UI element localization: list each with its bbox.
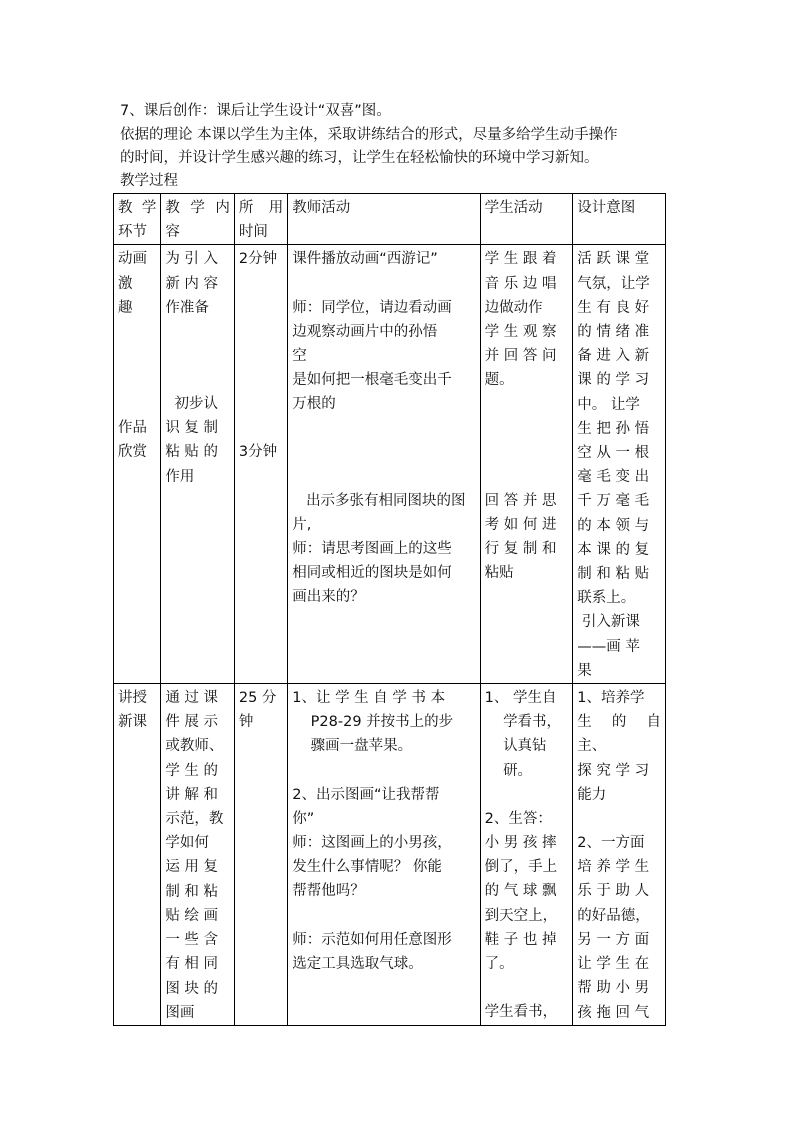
cell-line: 认真钻 <box>484 738 547 755</box>
cell-line: 果 <box>577 662 592 679</box>
cell-line: 作准备 <box>165 299 209 316</box>
cell-line: 2、生答： <box>484 810 552 827</box>
cell-line: 本 课 的 复 <box>577 541 650 558</box>
cell-line: 孩 拖 回 气 <box>577 1004 650 1021</box>
cell-line: 到天空上， <box>484 907 558 924</box>
cell-line: 一 些 含 <box>165 932 219 949</box>
cell-line: 题。 <box>484 372 514 389</box>
cell-line: 2、一方面 <box>577 835 645 852</box>
cell-line <box>165 368 230 392</box>
cell-line: 行 复 制 和 <box>484 541 557 558</box>
cell-line <box>577 807 661 831</box>
cell-line: 粘贴 <box>484 565 514 582</box>
cell-line: ——画 苹 <box>577 638 640 655</box>
cell-line: 运 用 复 <box>165 859 219 876</box>
cell-line: 作用 <box>165 468 195 485</box>
cell-line: 讲 解 和 <box>165 786 219 803</box>
cell-teacher-activity <box>288 245 480 684</box>
cell-line: 回 答 并 思 <box>484 492 557 509</box>
table-header-row <box>114 194 666 245</box>
cell-line: 万根的 <box>292 396 336 413</box>
cell-line <box>239 272 283 296</box>
cell-line: 活 跃 课 堂 <box>577 251 650 268</box>
cell-design-intent <box>573 684 666 1026</box>
cell-line: 学 生 的 <box>165 762 219 779</box>
cell-line: 生 把 孙 悟 <box>577 420 650 437</box>
cell-line: 画出来的？ <box>292 589 365 606</box>
cell-line: 研。 <box>484 762 533 779</box>
cell-line: 引入新课 <box>577 614 640 631</box>
cell-line: 师：请思考图画上的这些 <box>292 541 452 558</box>
cell-line: 让 学 生 在 <box>577 956 650 973</box>
cell-line: 示范，教 <box>165 811 224 828</box>
cell-line: 课 的 学 习 <box>577 372 650 389</box>
cell-line: 中。 让学 <box>577 396 640 413</box>
cell-line: 你” <box>292 810 315 827</box>
cell-line: 相同或相近的图块是如何 <box>292 565 452 582</box>
cell-line: 了。 <box>484 956 514 973</box>
cell-line: 气氛，让学 <box>577 275 650 292</box>
cell-line: P28-29 并按书上的步 <box>292 714 454 731</box>
cell-line: 识 复 制 <box>165 420 219 437</box>
cell-student-activity <box>480 245 573 684</box>
cell-line: 讲授 <box>118 690 147 707</box>
cell-line: 师：示范如何用任意图形 <box>292 931 452 948</box>
cell-line: 生 的 自 主、 <box>577 714 666 755</box>
cell-line: 空 <box>292 348 307 365</box>
cell-line <box>292 759 475 783</box>
cell-line: 2分钟 <box>238 251 278 268</box>
cell-line: 新 内 容 <box>165 275 219 292</box>
cell-line <box>292 417 475 441</box>
cell-line: 毫 毛 变 出 <box>577 469 650 486</box>
section-title-teaching-process: 教学过程 <box>120 173 178 189</box>
cell-line: 图画 <box>165 1004 195 1021</box>
cell-line: 学看书， <box>484 714 562 731</box>
cell-content <box>161 684 235 1026</box>
cell-line: 的 本 领 与 <box>577 517 650 534</box>
cell-line: 新课 <box>118 714 147 731</box>
cell-line: 的好品德， <box>577 907 650 924</box>
header-time: 所 用时间 <box>234 194 287 245</box>
cell-line: 音 乐 边 唱 <box>484 275 557 292</box>
cell-line <box>165 344 230 368</box>
cell-line: 并 回 答 问 <box>484 348 557 365</box>
cell-line: 生 有 良 好 <box>577 299 650 316</box>
cell-line: 空 从 一 根 <box>577 445 650 462</box>
cell-line: 制 和 粘 <box>165 883 219 900</box>
cell-line: 帮 助 小 男 <box>577 980 650 997</box>
cell-line <box>292 272 475 296</box>
cell-line: 边做动作 <box>484 299 543 316</box>
cell-line <box>485 465 569 489</box>
theory-basis-line-1: 依据的理论 本课以学生为主体，采取讲练结合的形式，尽量多给学生动手操作 <box>120 127 618 143</box>
cell-line: 能力 <box>577 786 607 803</box>
cell-line: 学如何 <box>165 835 209 852</box>
cell-line <box>239 320 283 344</box>
cell-line: 1、让 学 生 自 学 书 本 <box>292 690 446 707</box>
cell-line: 考 如 何 进 <box>484 516 557 533</box>
cell-line <box>118 344 156 368</box>
cell-time <box>234 684 287 1026</box>
cell-line: 是如何把一根毫毛变出千 <box>292 372 452 389</box>
cell-line <box>239 296 283 320</box>
table-row <box>114 684 666 1026</box>
cell-line: 乐 于 助 人 <box>577 883 650 900</box>
cell-line: 倒了，手上 <box>484 859 558 876</box>
cell-line <box>239 416 283 440</box>
cell-line: 选定工具选取气球。 <box>292 955 423 972</box>
cell-line <box>118 392 156 416</box>
cell-line <box>485 417 569 441</box>
cell-stage <box>114 245 161 684</box>
header-stage: 教学环节 <box>114 194 161 245</box>
cell-line: 为 引 入 <box>165 251 219 268</box>
header-content: 教 学 内容 <box>161 194 235 245</box>
cell-line: 学 生 跟 着 <box>484 251 557 268</box>
cell-line: 的 气 球 飘 <box>484 883 557 900</box>
cell-line <box>485 783 569 807</box>
cell-line: 边观察动画片中的孙悟 <box>292 323 438 340</box>
cell-line: 探 究 学 习 <box>577 762 650 779</box>
header-design-intent: 设计意图 <box>573 194 666 245</box>
cell-line: 鞋 子 也 掉 <box>484 931 557 948</box>
table-row <box>114 245 666 684</box>
cell-line: 发生什么事情呢？ 你能 <box>292 859 442 876</box>
cell-line: 趣 <box>118 299 133 316</box>
cell-line: 师：同学位，请边看动画 <box>292 299 452 316</box>
cell-line: 25 分 <box>238 690 277 707</box>
cell-line: 另 一 方 面 <box>577 931 650 948</box>
cell-line: 作品 <box>118 420 147 437</box>
cell-line: 3分钟 <box>238 443 278 460</box>
cell-line <box>292 441 475 465</box>
cell-line: 欣赏 <box>118 444 147 461</box>
cell-line: 粘 贴 的 <box>165 444 219 461</box>
cell-line: 帮帮他吗？ <box>292 883 365 900</box>
cell-line: 动画 <box>118 251 147 268</box>
cell-content <box>161 245 235 684</box>
cell-line: 备 进 入 新 <box>577 348 650 365</box>
cell-line: 培 养 学 生 <box>577 859 650 876</box>
cell-line <box>239 368 283 392</box>
cell-line: 联系上。 <box>577 590 636 607</box>
cell-line: 学 生 观 察 <box>484 324 557 341</box>
cell-line: 的 情 绪 准 <box>577 324 650 341</box>
cell-line: 骤画一盘苹果。 <box>292 738 413 755</box>
cell-line <box>485 976 569 1000</box>
cell-line <box>239 392 283 416</box>
header-teacher-activity: 教师活动 <box>288 194 480 245</box>
cell-line: 件 展 示 <box>165 714 219 731</box>
cell-line: 钟 <box>238 714 254 731</box>
cell-student-activity <box>480 684 573 1026</box>
cell-line: 1、 学生自 <box>484 690 557 707</box>
cell-line: 学生看书， <box>484 1004 558 1021</box>
cell-line <box>485 441 569 465</box>
teaching-process-table <box>113 193 666 1026</box>
cell-line: 初步认 <box>165 396 219 413</box>
cell-line <box>118 368 156 392</box>
cell-line <box>165 320 230 344</box>
cell-line: 有 相 同 <box>165 956 219 973</box>
homework-creation-line: 7、课后创作：课后让学生设计“双喜”图。 <box>120 103 391 119</box>
cell-line: 片, <box>292 516 312 533</box>
cell-teacher-activity <box>288 684 480 1026</box>
cell-line <box>239 344 283 368</box>
cell-design-intent <box>573 245 666 684</box>
cell-line: 千 万 毫 毛 <box>577 493 650 510</box>
cell-line: 或教师、 <box>165 738 224 755</box>
cell-line <box>485 393 569 417</box>
cell-line: 课件播放动画“西游记” <box>292 251 438 268</box>
cell-line: 出示多张有相同图块的图 <box>292 492 466 509</box>
cell-line: 激 <box>118 275 133 292</box>
cell-stage <box>114 684 161 1026</box>
cell-line <box>292 904 475 928</box>
cell-line: 制 和 粘 贴 <box>577 566 650 583</box>
cell-line: 师：这图画上的小男孩， <box>292 835 452 852</box>
theory-basis-line-2: 的时间，并设计学生感兴趣的练习，让学生在轻松愉快的环境中学习新知。 <box>120 150 599 166</box>
cell-line: 通 过 课 <box>165 690 219 707</box>
cell-line <box>118 320 156 344</box>
cell-line: 1、培养学 <box>577 690 645 707</box>
cell-line <box>292 465 475 489</box>
cell-line: 贴 绘 画 <box>165 907 219 924</box>
cell-line: 图 块 的 <box>165 980 219 997</box>
cell-time <box>234 245 287 684</box>
cell-line: 小 男 孩 摔 <box>484 835 557 852</box>
cell-line: 2、出示图画“让我帮帮 <box>292 786 440 803</box>
header-student-activity: 学生活动 <box>480 194 573 245</box>
